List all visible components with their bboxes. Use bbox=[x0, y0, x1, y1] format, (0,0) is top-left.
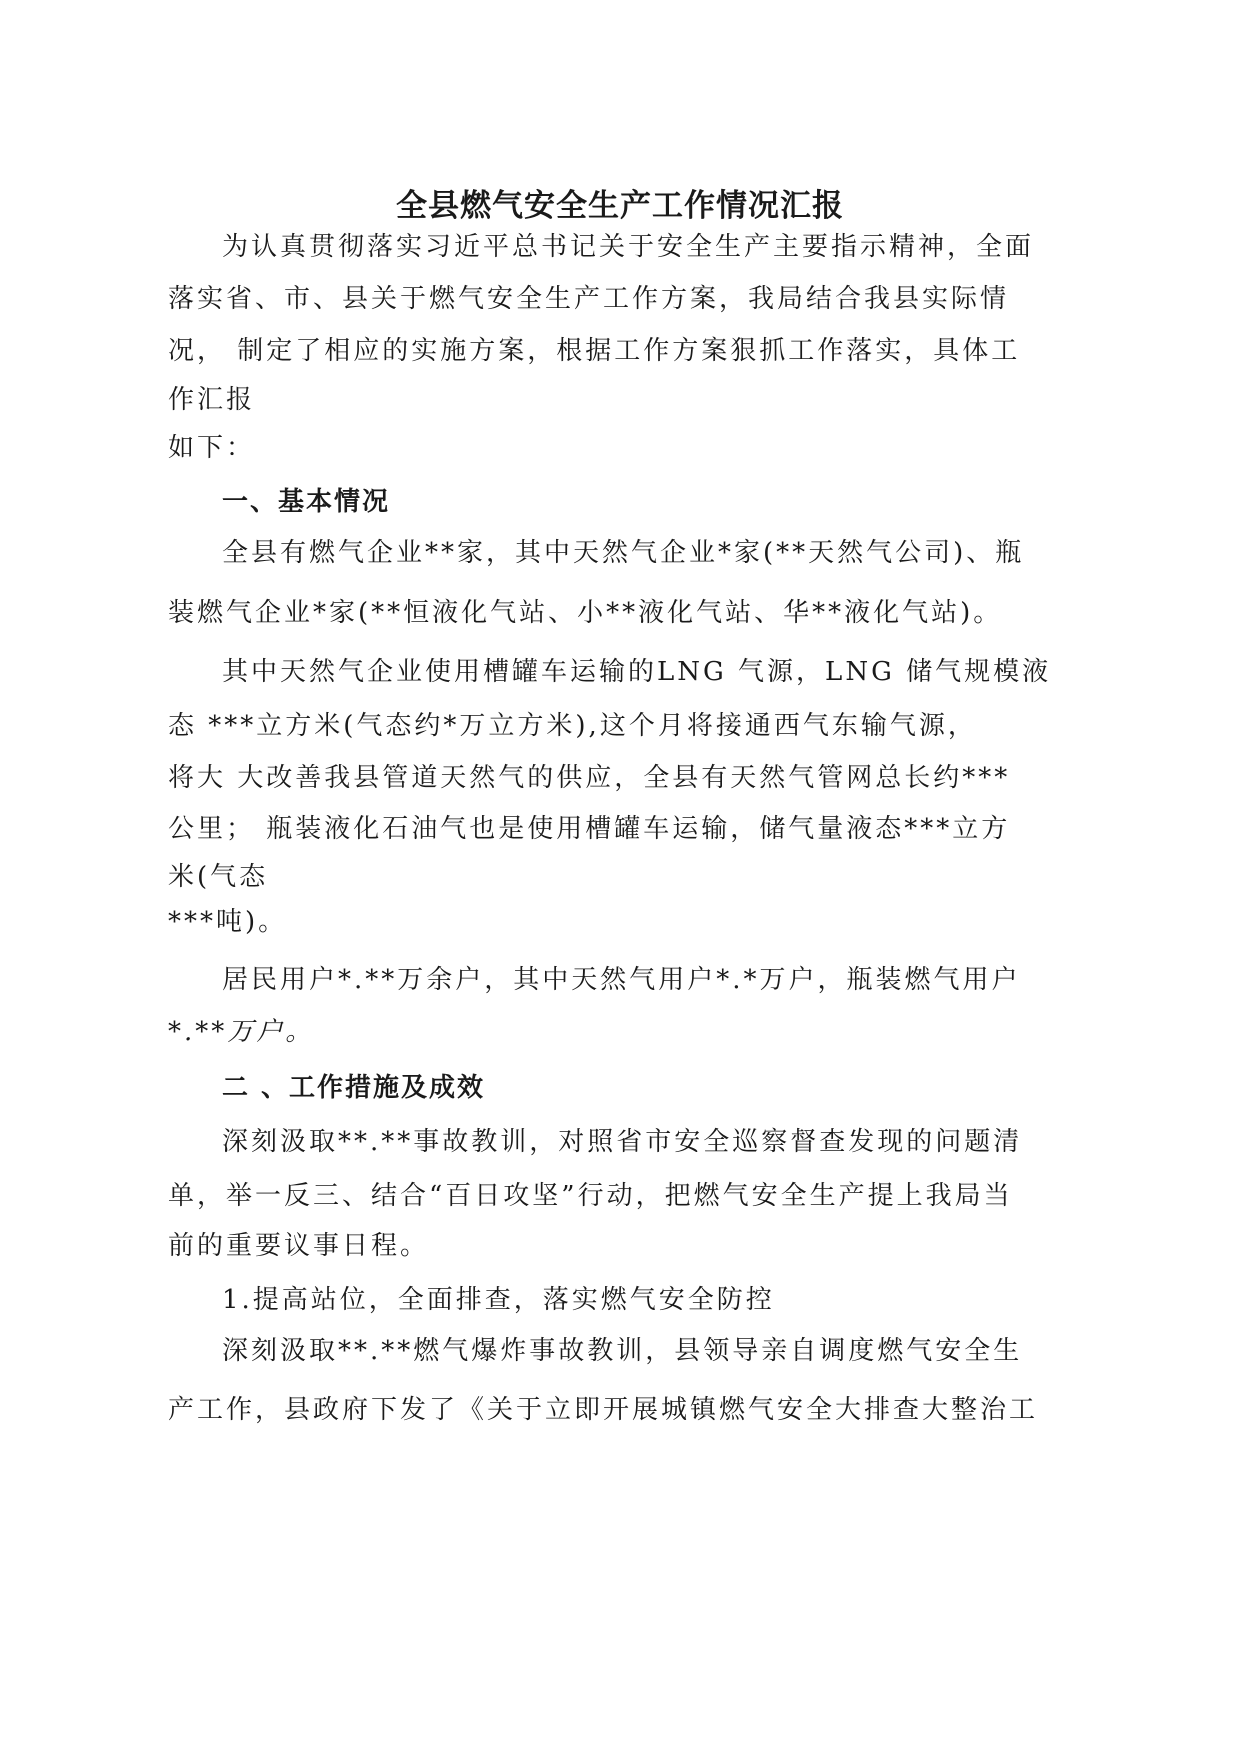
section-1-p2-line-4: 公里； 瓶装液化石油气也是使用槽罐车运输，储气量液态***立方 bbox=[168, 814, 1011, 844]
section-1-p1-line-1: 全县有燃气企业**家，其中天然气企业*家(**天然气公司)、瓶 bbox=[222, 538, 1025, 568]
section-1-p1-line-2: 装燃气企业*家(**恒液化气站、小**液化气站、华**液化气站)。 bbox=[168, 598, 1003, 628]
intro-line-3: 况， 制定了相应的实施方案，根据工作方案狠抓工作落实，具体工 bbox=[168, 336, 1021, 366]
document-title: 全县燃气安全生产工作情况汇报 bbox=[396, 188, 844, 224]
section-2-p1-line-2: 单，举一反三、结合“百日攻坚”行动，把燃气安全生产提上我局当 bbox=[168, 1181, 1013, 1211]
section-1-p3-line-1: 居民用户*.**万余户，其中天然气用户*.*万户，瓶装燃气用户 bbox=[222, 965, 1021, 995]
section-2-p2-line-1: 深刻汲取**.**燃气爆炸事故教训，县领导亲自调度燃气安全生 bbox=[222, 1336, 1023, 1366]
section-2-p1-line-1: 深刻汲取**.**事故教训，对照省市安全巡察督查发现的问题清 bbox=[222, 1127, 1023, 1157]
intro-line-5: 如下： bbox=[168, 433, 256, 463]
section-1-p2-line-3: 将大 大改善我县管道天然气的供应，全县有天然气管网总长约*** bbox=[168, 763, 1011, 793]
section-1-heading: 一、基本情况 bbox=[222, 487, 391, 517]
intro-line-1: 为认真贯彻落实习近平总书记关于安全生产主要指示精神，全面 bbox=[222, 232, 1035, 262]
intro-line-2: 落实省、市、县关于燃气安全生产工作方案，我局结合我县实际情 bbox=[168, 284, 1010, 314]
section-1-p2-line-6: ***吨)。 bbox=[168, 907, 288, 937]
intro-line-4: 作汇报 bbox=[168, 385, 256, 415]
section-1-p2-line-2: 态 ***立方米(气态约*万立方米),这个月将接通西气东输气源， bbox=[168, 711, 977, 741]
section-1-p2-line-5: 米(气态 bbox=[168, 862, 269, 892]
section-1-p3-line-2: *.**万户。 bbox=[168, 1017, 315, 1047]
section-2-heading: 二 、工作措施及成效 bbox=[222, 1073, 486, 1103]
section-1-p2-line-1: 其中天然气企业使用槽罐车运输的LNG 气源，LNG 储气规模液 bbox=[222, 657, 1052, 687]
section-2-sub-1-heading: 1.提高站位，全面排查，落实燃气安全防控 bbox=[222, 1285, 775, 1315]
section-2-p2-line-2: 产工作，县政府下发了《关于立即开展城镇燃气安全大排查大整治工 bbox=[168, 1395, 1039, 1425]
section-2-p1-line-3: 前的重要议事日程。 bbox=[168, 1231, 430, 1261]
